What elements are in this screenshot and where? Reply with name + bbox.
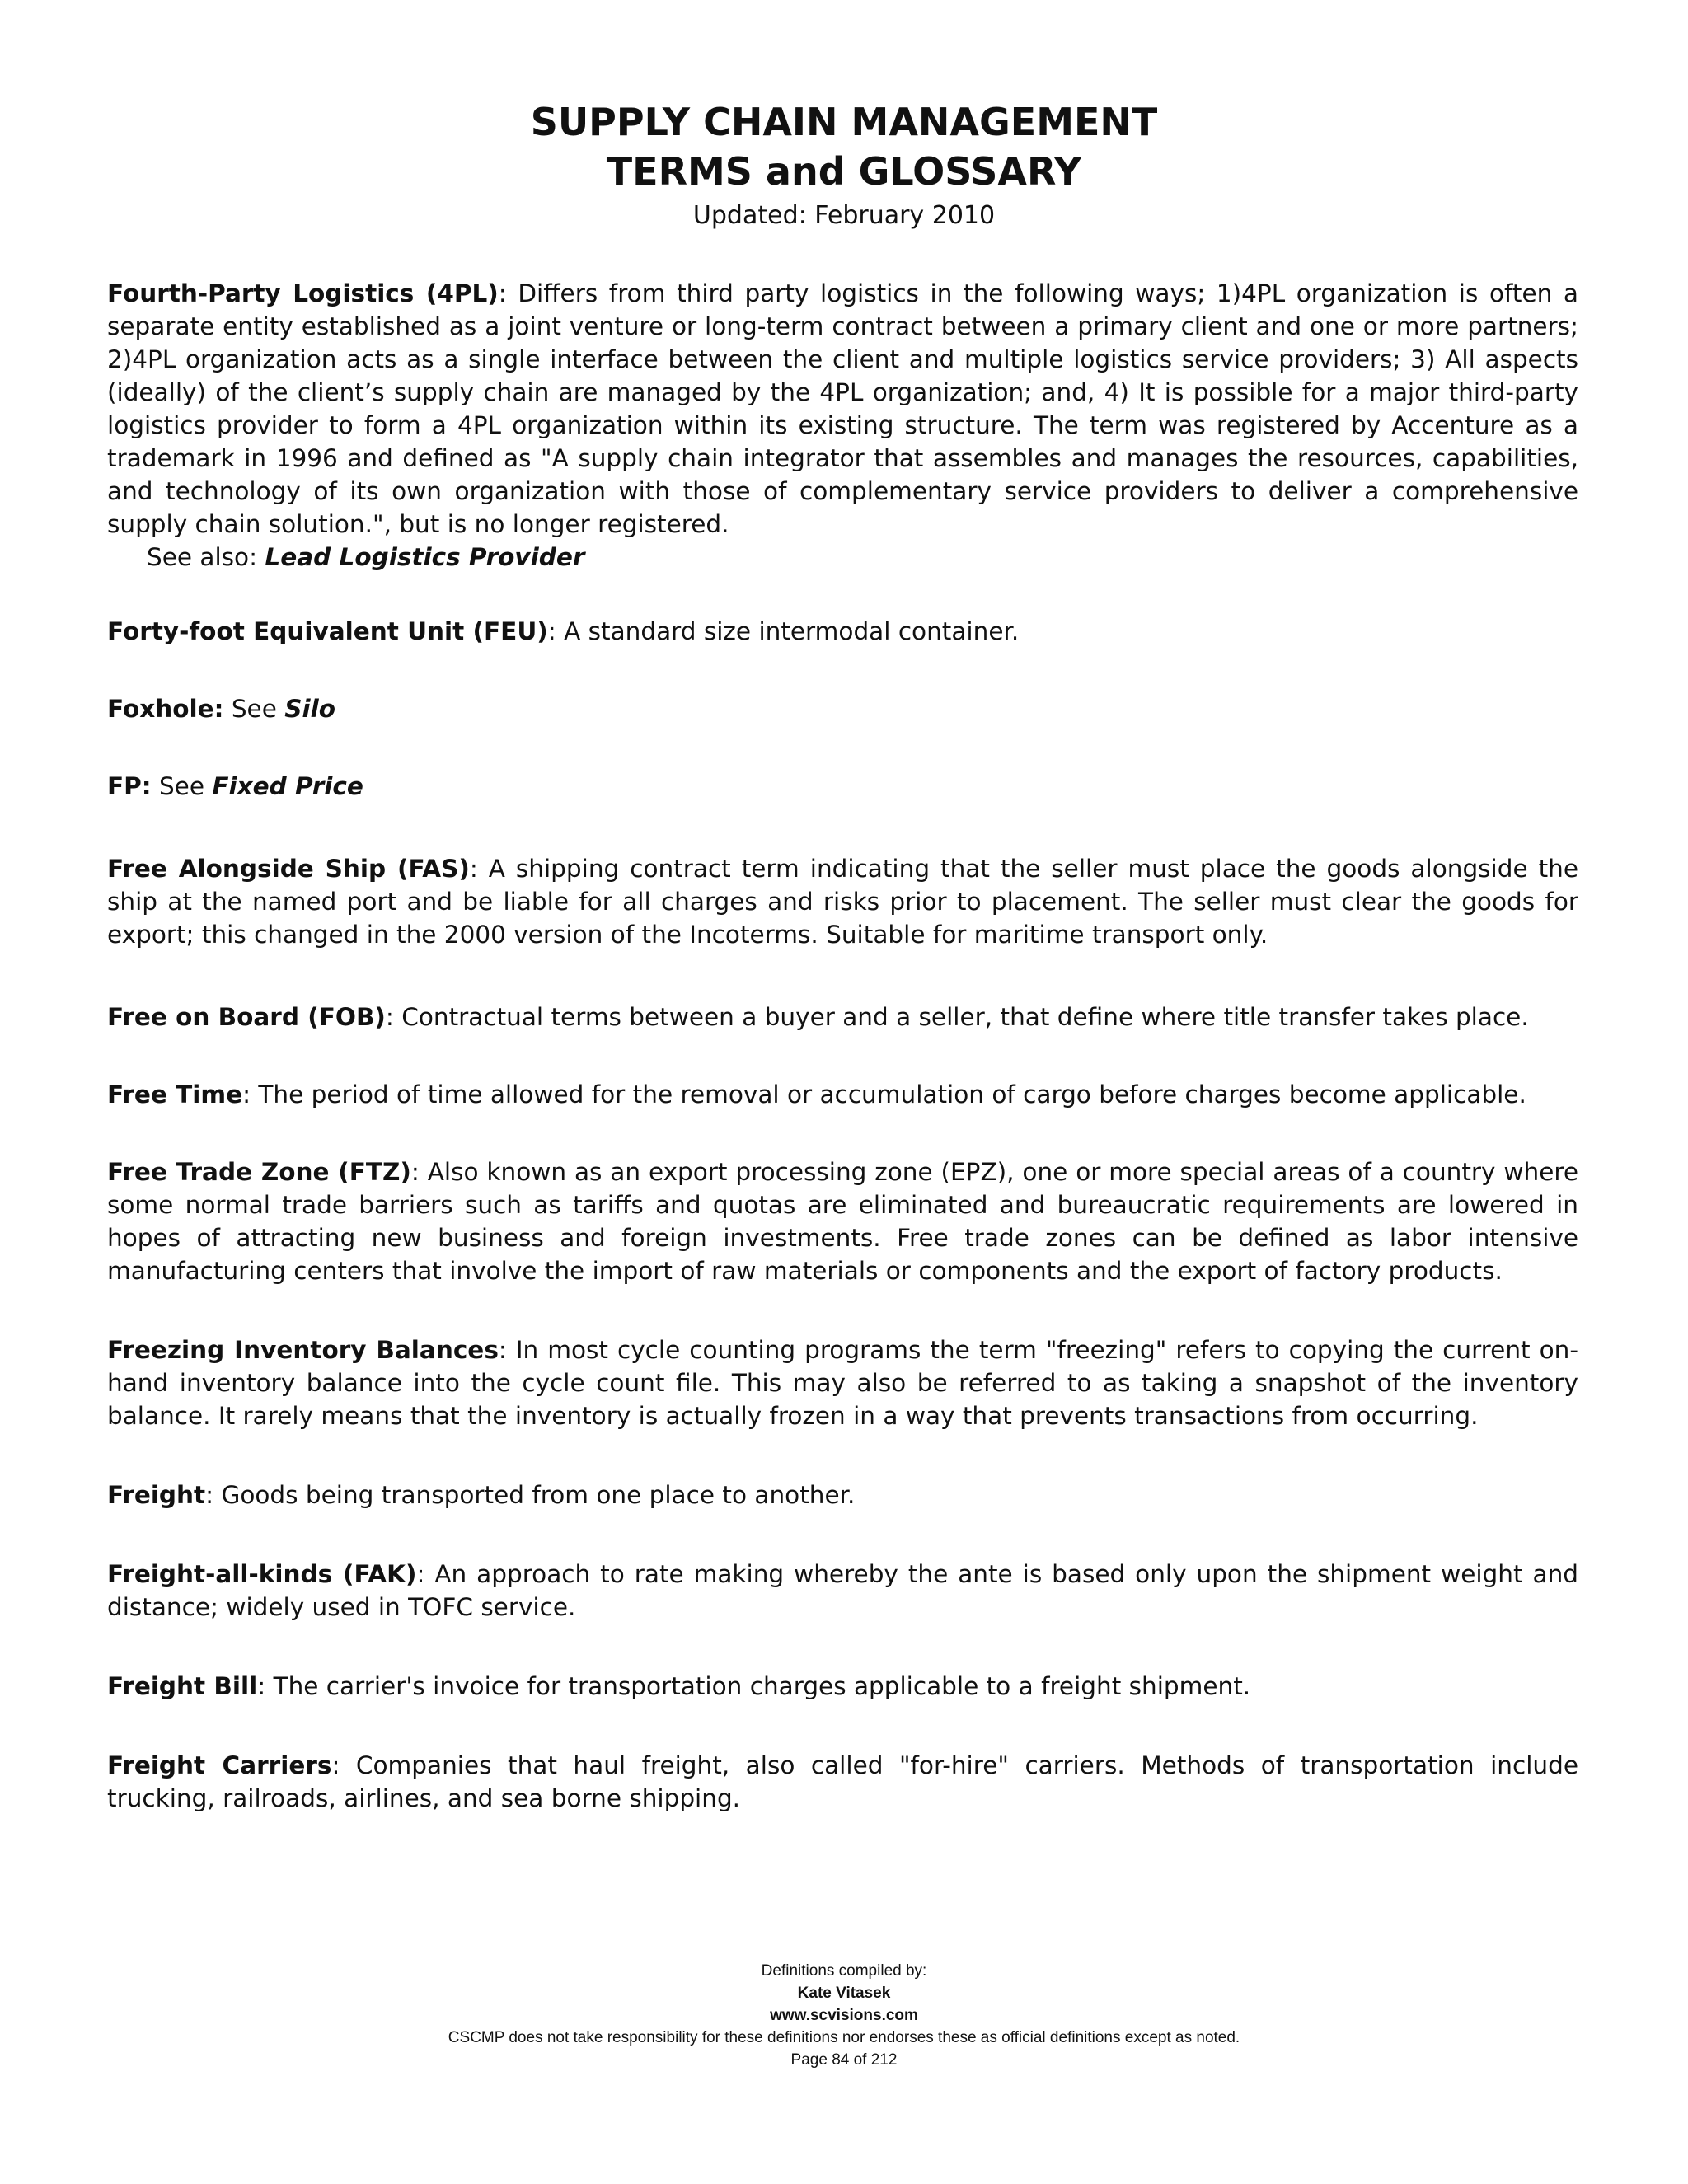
entry-term: Foxhole: bbox=[107, 695, 224, 723]
footer-website: www.scvisions.com bbox=[770, 2007, 918, 2024]
entry-definition: : Contractual terms between a buyer and a seller, that define where title transfer takes place. bbox=[385, 1003, 1529, 1031]
entry-definition: : Goods being transported from one place to another. bbox=[205, 1481, 856, 1509]
entry-definition: : A shipping contract term indicating that the seller must place the goods alongside the ship at the named port and be liable for all charges and risks prior to placement. The seller must clear the goods for export; this changed in the 2000 version of the Incoterms. Suitable for maritime transport only. bbox=[107, 855, 1578, 949]
updated-date: Updated: February 2010 bbox=[692, 201, 996, 230]
entry-term: Free Alongside Ship (FAS) bbox=[107, 855, 470, 883]
entry-term: Freight bbox=[107, 1481, 206, 1509]
page-header bbox=[0, 97, 1688, 234]
entry-term: Freight Carriers bbox=[107, 1751, 332, 1779]
entry-term: Freezing Inventory Balances bbox=[107, 1336, 499, 1364]
entry-ref: Silo bbox=[284, 695, 335, 723]
glossary-entry-freight-bill bbox=[107, 1670, 1578, 1703]
entry-definition: : A standard size intermodal container. bbox=[547, 617, 1020, 645]
entry-definition: : In most cycle counting programs the term "freezing" refers to copying the current on-hand inventory balance into the cycle count file. This may also be referred to as taking a snapshot of the inventory balance. It rarely means that the inventory is actually frozen in a way that prevents transactions from occurring. bbox=[107, 1336, 1578, 1430]
glossary-entry-freezing bbox=[107, 1333, 1578, 1432]
glossary-entry-fas bbox=[107, 852, 1578, 951]
footer-compiled-by: Definitions compiled by: bbox=[761, 1962, 927, 1980]
entry-definition: : Companies that haul freight, also called "for-hire" carriers. Methods of transportation include trucking, railroads, airlines, and sea borne shipping. bbox=[107, 1751, 1578, 1812]
glossary-entry-fak bbox=[107, 1558, 1578, 1624]
glossary-entry-free-time bbox=[107, 1078, 1578, 1111]
see-also-ref: Lead Logistics Provider bbox=[265, 543, 585, 571]
entry-term: Free Time bbox=[107, 1080, 243, 1108]
entry-term: Forty-foot Equivalent Unit (FEU) bbox=[107, 617, 548, 645]
entry-term: Freight-all-kinds (FAK) bbox=[107, 1560, 417, 1588]
glossary-body bbox=[107, 277, 1578, 1859]
entry-definition: : The carrier's invoice for transportation charges applicable to a freight shipment. bbox=[257, 1672, 1251, 1700]
see-also bbox=[107, 541, 1578, 574]
entry-definition: See bbox=[151, 772, 213, 800]
title-line-2: TERMS and GLOSSARY bbox=[606, 149, 1082, 194]
footer-disclaimer: CSCMP does not take responsibility for these definitions nor endorses these as official definitions except as noted. bbox=[448, 2029, 1240, 2046]
page-footer bbox=[0, 1960, 1688, 2071]
entry-definition: : An approach to rate making whereby the ante is based only upon the shipment weight and distance; widely used in TOFC service. bbox=[107, 1560, 1578, 1621]
glossary-entry-4pl bbox=[107, 277, 1578, 574]
entry-term: Fourth-Party Logistics (4PL) bbox=[107, 279, 499, 307]
glossary-entry-freight-carriers bbox=[107, 1749, 1578, 1815]
glossary-entry-fob bbox=[107, 1001, 1578, 1033]
glossary-entry-fp bbox=[107, 770, 1578, 803]
entry-definition: See bbox=[223, 695, 285, 723]
entry-term: Free Trade Zone (FTZ) bbox=[107, 1158, 411, 1186]
entry-definition: : Also known as an export processing zone (EPZ), one or more special areas of a country where some normal trade barriers such as tariffs and quotas are eliminated and bureaucratic requirements are lowered in hopes of attracting new business and foreign investments. Free trade zones can be defined as labor intensive manufacturing centers that involve the import of raw materials or components and the export of factory products. bbox=[107, 1158, 1578, 1285]
footer-page-number: Page 84 of 212 bbox=[790, 2051, 898, 2069]
entry-ref: Fixed Price bbox=[212, 772, 363, 800]
glossary-entry-freight bbox=[107, 1479, 1578, 1511]
entry-definition: : Differs from third party logistics in the following ways; 1)4PL organization is often a separate entity established as a joint venture or long-term contract between a primary client and one or more partners; 2)4PL organization acts as a single interface between the client and multiple logistics service providers; 3) All aspects (ideally) of the client’s supply chain are managed by the 4PL organization; and, 4) It is possible for a major third-party logistics provider to form a 4PL organization within its existing structure. The term was registered by Accenture as a trademark in 1996 and defined as "A supply chain integrator that assembles and manages the resources, capabilities, and technology of its own organization with those of complementary service providers to deliver a comprehensive supply chain solution.", but is no longer registered. bbox=[107, 279, 1578, 538]
entry-term: Freight Bill bbox=[107, 1672, 258, 1700]
entry-definition: : The period of time allowed for the removal or accumulation of cargo before charges become applicable. bbox=[242, 1080, 1526, 1108]
title-line-1: SUPPLY CHAIN MANAGEMENT bbox=[530, 100, 1158, 144]
glossary-entry-foxhole bbox=[107, 692, 1578, 725]
footer-author: Kate Vitasek bbox=[797, 1985, 891, 2002]
entry-term: FP: bbox=[107, 772, 152, 800]
glossary-entry-feu bbox=[107, 615, 1578, 648]
entry-term: Free on Board (FOB) bbox=[107, 1003, 386, 1031]
glossary-entry-ftz bbox=[107, 1155, 1578, 1287]
see-also-prefix: See also: bbox=[147, 543, 265, 571]
